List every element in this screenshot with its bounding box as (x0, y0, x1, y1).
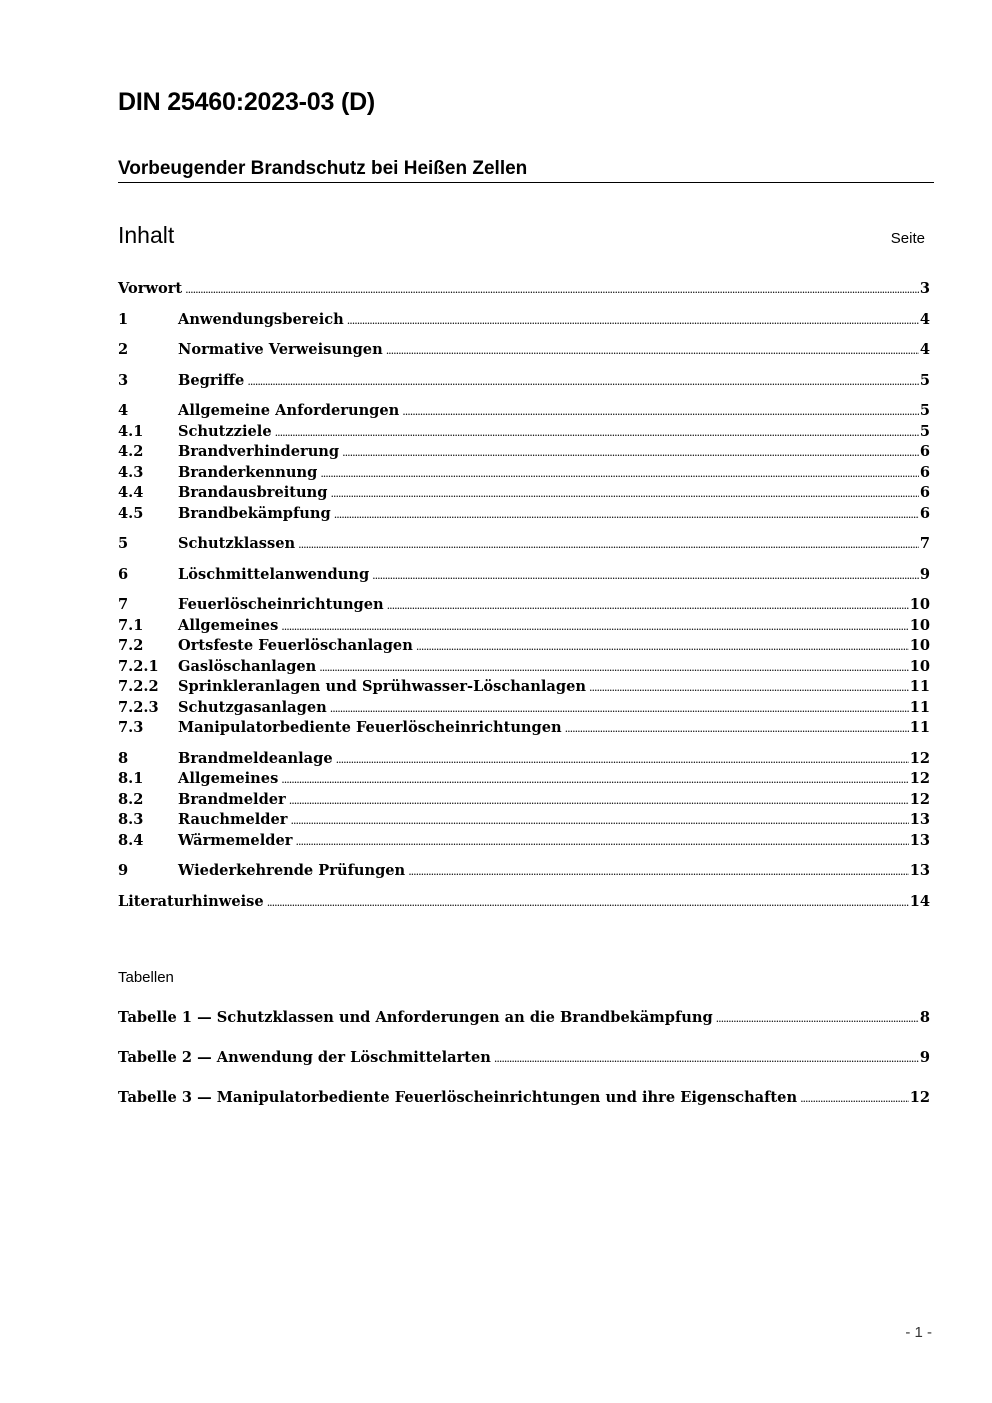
toc-entry-page: 13 (909, 831, 930, 849)
toc-leader (267, 897, 909, 908)
toc-leader (334, 509, 919, 520)
toc-entry-number: 8.3 (118, 811, 144, 828)
toc-leader (281, 774, 908, 785)
toc-leader (281, 621, 908, 632)
toc-entry-page: 10 (909, 657, 930, 675)
toc-entry-page: 14 (909, 892, 930, 910)
toc-entry-page: 12 (909, 770, 930, 787)
toc-entry-number: 4 (118, 402, 129, 419)
toc-entry[interactable] (118, 677, 930, 698)
toc-leader (342, 447, 919, 458)
toc-entry-page: 10 (909, 596, 930, 613)
toc-entry-title: Löschmittelanwendung (178, 565, 370, 583)
toc-entry[interactable] (118, 310, 930, 331)
toc-entry-title: Feuerlöscheinrichtungen (178, 596, 384, 613)
toc-entry[interactable] (118, 595, 930, 616)
toc-leader (387, 600, 909, 611)
toc-entry-page: 6 (919, 504, 930, 522)
toc-entry[interactable] (118, 636, 930, 657)
toc-entry[interactable] (118, 616, 930, 637)
toc-entry-number: 7 (118, 596, 129, 613)
toc-entry-title: Wärmemelder (178, 831, 293, 849)
toc-entry-page: 11 (909, 719, 930, 736)
toc-entry-title: Begriffe (178, 371, 245, 389)
toc-leader (416, 641, 909, 652)
toc-entry-page: 5 (919, 422, 930, 440)
toc-entry-title: Vorwort (118, 280, 183, 297)
toc-entry-title: Schutzziele (178, 422, 272, 440)
toc-entry-number: 8 (118, 749, 129, 767)
toc-entry[interactable] (118, 340, 930, 361)
toc-leader (298, 539, 919, 550)
toc-entry-page: 11 (909, 698, 930, 716)
toc-leader (716, 1013, 919, 1024)
toc-entry[interactable] (118, 279, 930, 300)
toc-leader (347, 315, 919, 326)
toc-entry-title: Brandausbreitung (178, 484, 328, 501)
toc-entry-page: 4 (919, 341, 930, 358)
toc-leader (330, 488, 918, 499)
toc-entry[interactable] (118, 698, 930, 719)
toc-entry[interactable] (118, 810, 930, 831)
toc-entry[interactable] (118, 861, 930, 882)
toc-entry[interactable] (118, 463, 930, 484)
toc-leader (295, 836, 908, 847)
toc-entry-number: 7.2 (118, 637, 144, 654)
toc-leader (494, 1053, 919, 1064)
toc-leader (185, 284, 919, 295)
toc-entry-title: Ortsfeste Feuerlöschanlagen (178, 637, 413, 654)
toc-leader (319, 662, 908, 673)
toc-entry-title: Manipulatorbediente Feuerlöscheinrichtungen (178, 719, 562, 736)
toc-entry[interactable] (118, 749, 930, 770)
toc-entry-title: Sprinkleranlagen und Sprühwasser-Löschanlagen (178, 678, 586, 695)
table-entry[interactable] (118, 1008, 930, 1029)
toc-leader (289, 795, 909, 806)
toc-entry-page: 12 (909, 790, 930, 808)
toc-entry[interactable] (118, 534, 930, 555)
toc-entry-number: 3 (118, 371, 129, 389)
toc-entry[interactable] (118, 483, 930, 504)
toc-entry-title: Allgemeine Anforderungen (178, 402, 400, 419)
table-entry-title: Tabelle 3 — Manipulatorbediente Feuerlöscheinrichtungen und ihre Eigenschaften (118, 1089, 798, 1106)
document-id: DIN 25460:2023-03 (D) (118, 88, 376, 116)
toc-entry[interactable] (118, 565, 930, 586)
toc-leader (320, 468, 919, 479)
toc-entry-page: 10 (909, 637, 930, 654)
toc-entry-title: Branderkennung (178, 463, 318, 481)
toc-entry-title: Schutzklassen (178, 535, 296, 552)
toc-entry-page: 4 (919, 310, 930, 328)
toc-entry-number: 8.4 (118, 831, 144, 849)
tables-heading: Tabellen (118, 969, 174, 986)
toc-leader (290, 815, 908, 826)
toc-entry[interactable] (118, 790, 930, 811)
toc-entry[interactable] (118, 422, 930, 443)
toc-leader (372, 570, 919, 581)
toc-entry-number: 8.1 (118, 770, 144, 787)
table-entry-page: 8 (919, 1009, 930, 1026)
toc-leader (247, 376, 919, 387)
toc-entry[interactable] (118, 769, 930, 790)
toc-entry-title: Normative Verweisungen (178, 341, 383, 358)
toc-leader (800, 1093, 909, 1104)
toc-heading: Inhalt (118, 222, 175, 248)
toc-entry-page: 6 (919, 463, 930, 481)
toc-entry[interactable] (118, 892, 930, 913)
toc-leader (408, 866, 909, 877)
toc-entry-title: Brandmeldeanlage (178, 749, 333, 767)
toc-entry-title: Rauchmelder (178, 811, 288, 828)
toc-entry-page: 13 (909, 811, 930, 828)
table-entry-title: Tabelle 1 — Schutzklassen und Anforderungen an die Brandbekämpfung (118, 1009, 713, 1026)
toc-entry-number: 7.2.1 (118, 657, 159, 675)
toc-entry-page: 7 (919, 535, 930, 552)
toc-entry-number: 7.3 (118, 719, 144, 736)
toc-entry-number: 5 (118, 535, 129, 552)
document-title: Vorbeugender Brandschutz bei Heißen Zellen (118, 158, 528, 179)
toc-entry-number: 2 (118, 341, 129, 358)
table-of-contents (118, 279, 930, 912)
toc-leader (565, 723, 909, 734)
toc-leader (589, 682, 909, 693)
toc-entry[interactable] (118, 831, 930, 852)
toc-entry[interactable] (118, 504, 930, 525)
list-of-tables (118, 1008, 930, 1128)
toc-entry-page: 5 (919, 371, 930, 389)
toc-entry-title: Brandverhinderung (178, 443, 340, 460)
toc-entry-page: 6 (919, 484, 930, 501)
toc-entry-number: 7.2.3 (118, 698, 159, 716)
toc-entry-page: 11 (909, 678, 930, 695)
toc-leader (386, 345, 919, 356)
table-entry-page: 12 (909, 1089, 930, 1106)
title-rule (118, 182, 934, 183)
toc-entry-number: 4.1 (118, 422, 144, 440)
table-entry[interactable] (118, 1048, 930, 1069)
toc-entry-number: 7.1 (118, 616, 144, 634)
toc-entry-number: 4.3 (118, 463, 144, 481)
toc-entry-title: Allgemeines (178, 770, 279, 787)
toc-entry-title: Gaslöschanlagen (178, 657, 317, 675)
toc-entry-number: 4.2 (118, 443, 144, 460)
toc-entry-number: 6 (118, 565, 129, 583)
toc-entry-page: 13 (909, 862, 930, 879)
toc-entry-page: 3 (919, 280, 930, 297)
table-entry-page: 9 (919, 1049, 930, 1066)
toc-entry-number: 7.2.2 (118, 678, 159, 695)
page-column-label: Seite (890, 230, 925, 247)
toc-leader (275, 427, 919, 438)
toc-entry-page: 6 (919, 443, 930, 460)
toc-entry-page: 10 (909, 616, 930, 634)
toc-leader (336, 754, 909, 765)
toc-entry-title: Brandmelder (178, 790, 286, 808)
toc-entry-title: Wiederkehrende Prüfungen (178, 862, 406, 879)
toc-entry-page: 5 (919, 402, 930, 419)
toc-entry-page: 12 (909, 749, 930, 767)
toc-leader (330, 703, 909, 714)
table-entry-title: Tabelle 2 — Anwendung der Löschmittelarten (118, 1049, 491, 1066)
toc-entry-title: Literaturhinweise (118, 892, 264, 910)
toc-entry[interactable] (118, 401, 930, 422)
toc-entry-title: Brandbekämpfung (178, 504, 331, 522)
toc-entry-page: 9 (919, 565, 930, 583)
toc-leader (402, 406, 919, 417)
toc-entry-number: 4.4 (118, 484, 144, 501)
table-entry[interactable] (118, 1088, 930, 1109)
toc-entry-number: 1 (118, 310, 129, 328)
toc-entry-number: 9 (118, 862, 129, 879)
toc-entry[interactable] (118, 718, 930, 739)
toc-entry-number: 8.2 (118, 790, 144, 808)
toc-entry-title: Anwendungsbereich (178, 310, 344, 328)
page-number: - 1 - (905, 1324, 932, 1341)
toc-entry-title: Schutzgasanlagen (178, 698, 327, 716)
toc-entry-title: Allgemeines (178, 616, 279, 634)
toc-entry-number: 4.5 (118, 504, 144, 522)
toc-entry[interactable] (118, 371, 930, 392)
toc-entry[interactable] (118, 442, 930, 463)
toc-entry[interactable] (118, 657, 930, 678)
